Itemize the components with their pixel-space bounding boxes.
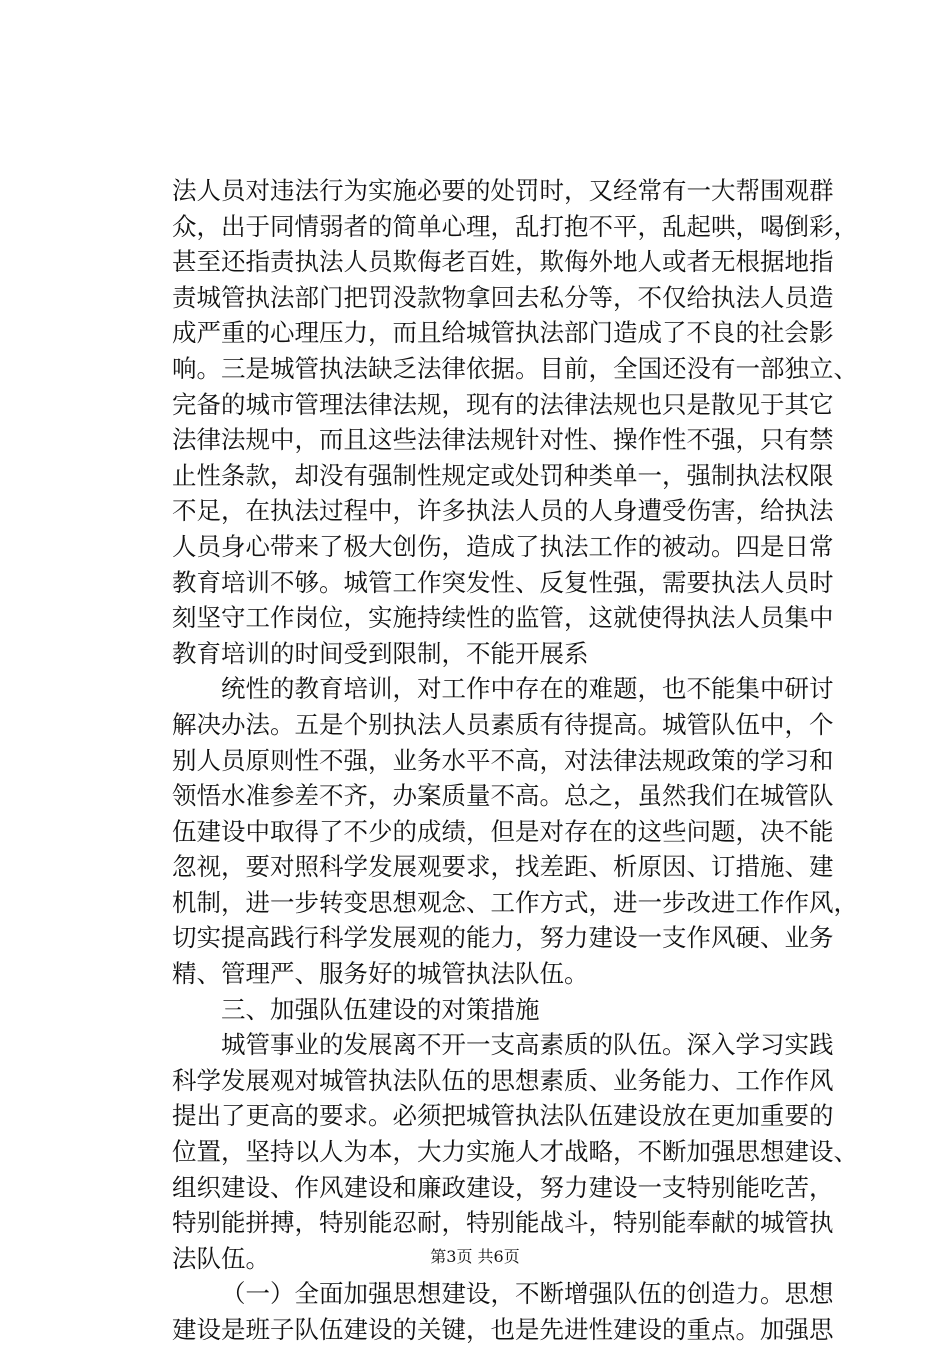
text-line: 建设是班子队伍建设的关键，也是先进性建设的重点。加强思	[172, 1315, 834, 1344]
text-line: 精、管理严、服务好的城管执法队伍。	[172, 959, 589, 989]
text-line: 成严重的心理压力，而且给城管执法部门造成了不良的社会影	[172, 318, 834, 348]
text-line: 教育培训不够。城管工作突发性、反复性强，需要执法人员时	[172, 567, 834, 597]
text-line: 不足，在执法过程中，许多执法人员的人身遭受伤害，给执法	[172, 496, 834, 526]
text-line: 特别能拼搏，特别能忍耐，特别能战斗，特别能奉献的城管执	[172, 1208, 834, 1238]
text-line: 响。三是城管执法缺乏法律依据。目前，全国还没有一部独立、	[172, 353, 858, 383]
document-body	[172, 173, 858, 1348]
text-line: 别人员原则性不强，业务水平不高，对法律法规政策的学习和	[172, 745, 834, 775]
text-line: （一）全面加强思想建设，不断增强队伍的创造力。思想	[221, 1279, 834, 1309]
text-line: 止性条款，却没有强制性规定或处罚种类单一，强制执法权限	[172, 460, 834, 490]
text-line: 解决办法。五是个别执法人员素质有待提高。城管队伍中，个	[172, 709, 834, 739]
text-line: 伍建设中取得了不少的成绩，但是对存在的这些问题，决不能	[172, 816, 834, 846]
text-line: 法队伍。	[172, 1243, 270, 1273]
text-line: 位置，坚持以人为本，大力实施人才战略，不断加强思想建设、	[172, 1137, 858, 1167]
text-line: 城管事业的发展离不开一支高素质的队伍。深入学习实践	[221, 1030, 834, 1060]
text-line: 机制，进一步转变思想观念、工作方式，进一步改进工作作风，	[172, 887, 858, 917]
text-line: 领悟水准参差不齐，办案质量不高。总之，虽然我们在城管队	[172, 781, 834, 811]
text-line: 法人员对违法行为实施必要的处罚时，又经常有一大帮围观群	[172, 176, 834, 205]
page-footer	[0, 1244, 950, 1267]
page-number-label: 第3页 共6页	[430, 1247, 520, 1266]
text-line: 科学发展观对城管执法队伍的思想素质、业务能力、工作作风	[172, 1065, 834, 1095]
text-line: 提出了更高的要求。必须把城管执法队伍建设放在更加重要的	[172, 1101, 834, 1131]
text-line: 甚至还指责执法人员欺侮老百姓，欺侮外地人或者无根据地指	[172, 247, 834, 277]
text-line: 组织建设、作风建设和廉政建设，努力建设一支特别能吃苦，	[172, 1172, 834, 1202]
text-line: 刻坚守工作岗位，实施持续性的监管，这就使得执法人员集中	[172, 603, 834, 633]
text-line: 三、加强队伍建设的对策措施	[221, 994, 540, 1024]
text-line: 众，出于同情弱者的简单心理，乱打抱不平，乱起哄，喝倒彩，	[172, 211, 858, 241]
text-line: 忽视，要对照科学发展观要求，找差距、析原因、订措施、建	[172, 852, 834, 882]
text-line: 责城管执法部门把罚没款物拿回去私分等，不仅给执法人员造	[172, 282, 834, 312]
text-line: 法律法规中，而且这些法律法规针对性、操作性不强，只有禁	[172, 425, 834, 455]
text-line: 统性的教育培训，对工作中存在的难题，也不能集中研讨	[221, 674, 834, 704]
text-line: 切实提高践行科学发展观的能力，努力建设一支作风硬、业务	[172, 923, 834, 953]
text-line: 教育培训的时间受到限制，不能开展系	[172, 638, 589, 668]
text-line: 完备的城市管理法律法规，现有的法律法规也只是散见于其它	[172, 389, 834, 419]
text-line: 人员身心带来了极大创伤，造成了执法工作的被动。四是日常	[172, 531, 834, 561]
